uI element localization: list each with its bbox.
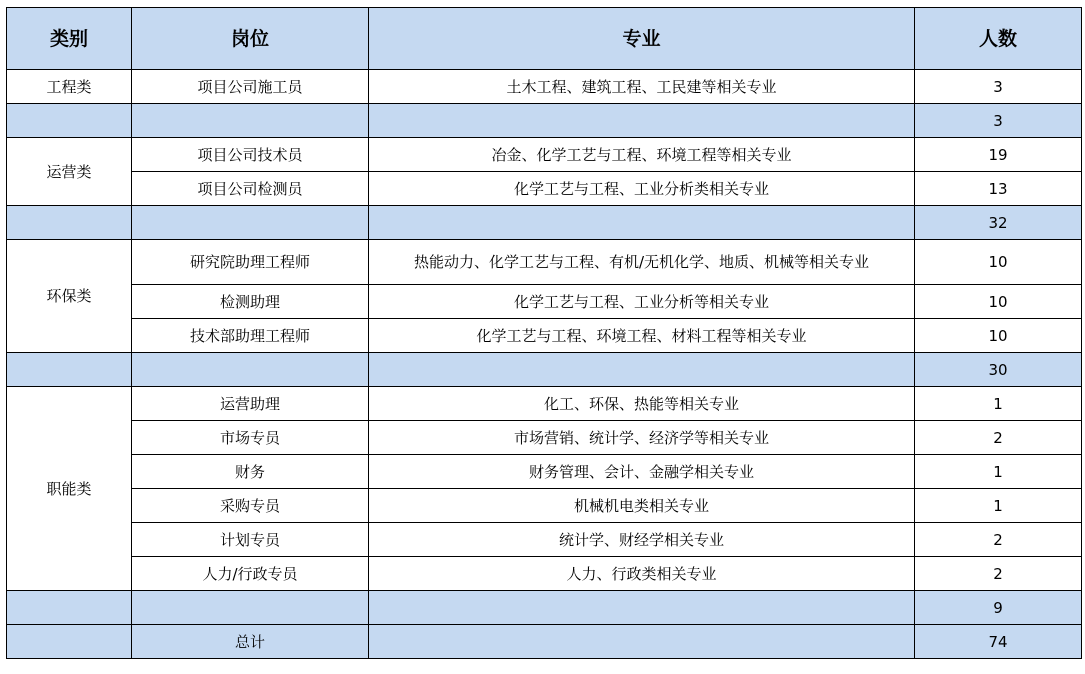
subtotal-count-cell: 32 (915, 206, 1082, 240)
total-count: 74 (915, 625, 1082, 659)
subtotal-empty-cell (7, 206, 132, 240)
major-cell: 财务管理、会计、金融学相关专业 (369, 455, 915, 489)
table-row (7, 70, 1082, 104)
table-row (7, 421, 1082, 455)
major-cell: 人力、行政类相关专业 (369, 557, 915, 591)
position-cell: 项目公司检测员 (132, 172, 369, 206)
count-cell: 13 (915, 172, 1082, 206)
count-cell: 19 (915, 138, 1082, 172)
table-row (7, 523, 1082, 557)
position-cell: 计划专员 (132, 523, 369, 557)
subtotal-row (7, 206, 1082, 240)
subtotal-empty-cell (369, 591, 915, 625)
major-cell: 化学工艺与工程、工业分析类相关专业 (369, 172, 915, 206)
count-cell: 3 (915, 70, 1082, 104)
total-empty-cell (369, 625, 915, 659)
major-cell: 市场营销、统计学、经济学等相关专业 (369, 421, 915, 455)
subtotal-empty-cell (132, 104, 369, 138)
major-cell: 热能动力、化学工艺与工程、有机/无机化学、地质、机械等相关专业 (369, 240, 915, 285)
count-cell: 2 (915, 557, 1082, 591)
recruitment-table (6, 7, 1082, 659)
major-cell: 冶金、化学工艺与工程、环境工程等相关专业 (369, 138, 915, 172)
count-cell: 1 (915, 387, 1082, 421)
table-row (7, 387, 1082, 421)
category-cell: 环保类 (7, 240, 132, 353)
position-cell: 检测助理 (132, 285, 369, 319)
major-cell: 统计学、财经学相关专业 (369, 523, 915, 557)
subtotal-row (7, 104, 1082, 138)
subtotal-row (7, 591, 1082, 625)
category-cell: 工程类 (7, 70, 132, 104)
subtotal-empty-cell (7, 591, 132, 625)
count-cell: 2 (915, 421, 1082, 455)
position-cell: 运营助理 (132, 387, 369, 421)
major-cell: 化学工艺与工程、工业分析等相关专业 (369, 285, 915, 319)
subtotal-empty-cell (369, 104, 915, 138)
header-category: 类别 (7, 8, 132, 70)
subtotal-count-cell: 9 (915, 591, 1082, 625)
count-cell: 10 (915, 240, 1082, 285)
position-cell: 采购专员 (132, 489, 369, 523)
category-cell: 运营类 (7, 138, 132, 206)
header-position: 岗位 (132, 8, 369, 70)
subtotal-empty-cell (132, 353, 369, 387)
table-row (7, 319, 1082, 353)
subtotal-empty-cell (7, 353, 132, 387)
subtotal-empty-cell (132, 206, 369, 240)
major-cell: 化学工艺与工程、环境工程、材料工程等相关专业 (369, 319, 915, 353)
position-cell: 市场专员 (132, 421, 369, 455)
position-cell: 研究院助理工程师 (132, 240, 369, 285)
subtotal-count-cell: 30 (915, 353, 1082, 387)
header-count: 人数 (915, 8, 1082, 70)
major-cell: 化工、环保、热能等相关专业 (369, 387, 915, 421)
table-row (7, 285, 1082, 319)
header-major: 专业 (369, 8, 915, 70)
major-cell: 机械机电类相关专业 (369, 489, 915, 523)
subtotal-empty-cell (132, 591, 369, 625)
total-empty-cell (7, 625, 132, 659)
subtotal-empty-cell (369, 353, 915, 387)
subtotal-empty-cell (7, 104, 132, 138)
count-cell: 2 (915, 523, 1082, 557)
table-header-row (7, 8, 1082, 70)
table-row (7, 138, 1082, 172)
position-cell: 项目公司技术员 (132, 138, 369, 172)
table-row (7, 557, 1082, 591)
subtotal-empty-cell (369, 206, 915, 240)
table-row (7, 455, 1082, 489)
position-cell: 技术部助理工程师 (132, 319, 369, 353)
position-cell: 人力/行政专员 (132, 557, 369, 591)
count-cell: 10 (915, 319, 1082, 353)
table-row (7, 489, 1082, 523)
subtotal-count-cell: 3 (915, 104, 1082, 138)
count-cell: 1 (915, 455, 1082, 489)
count-cell: 1 (915, 489, 1082, 523)
table-row (7, 172, 1082, 206)
table-row (7, 240, 1082, 285)
total-label: 总计 (132, 625, 369, 659)
category-cell: 职能类 (7, 387, 132, 591)
total-row (7, 625, 1082, 659)
count-cell: 10 (915, 285, 1082, 319)
subtotal-row (7, 353, 1082, 387)
position-cell: 财务 (132, 455, 369, 489)
major-cell: 土木工程、建筑工程、工民建等相关专业 (369, 70, 915, 104)
position-cell: 项目公司施工员 (132, 70, 369, 104)
